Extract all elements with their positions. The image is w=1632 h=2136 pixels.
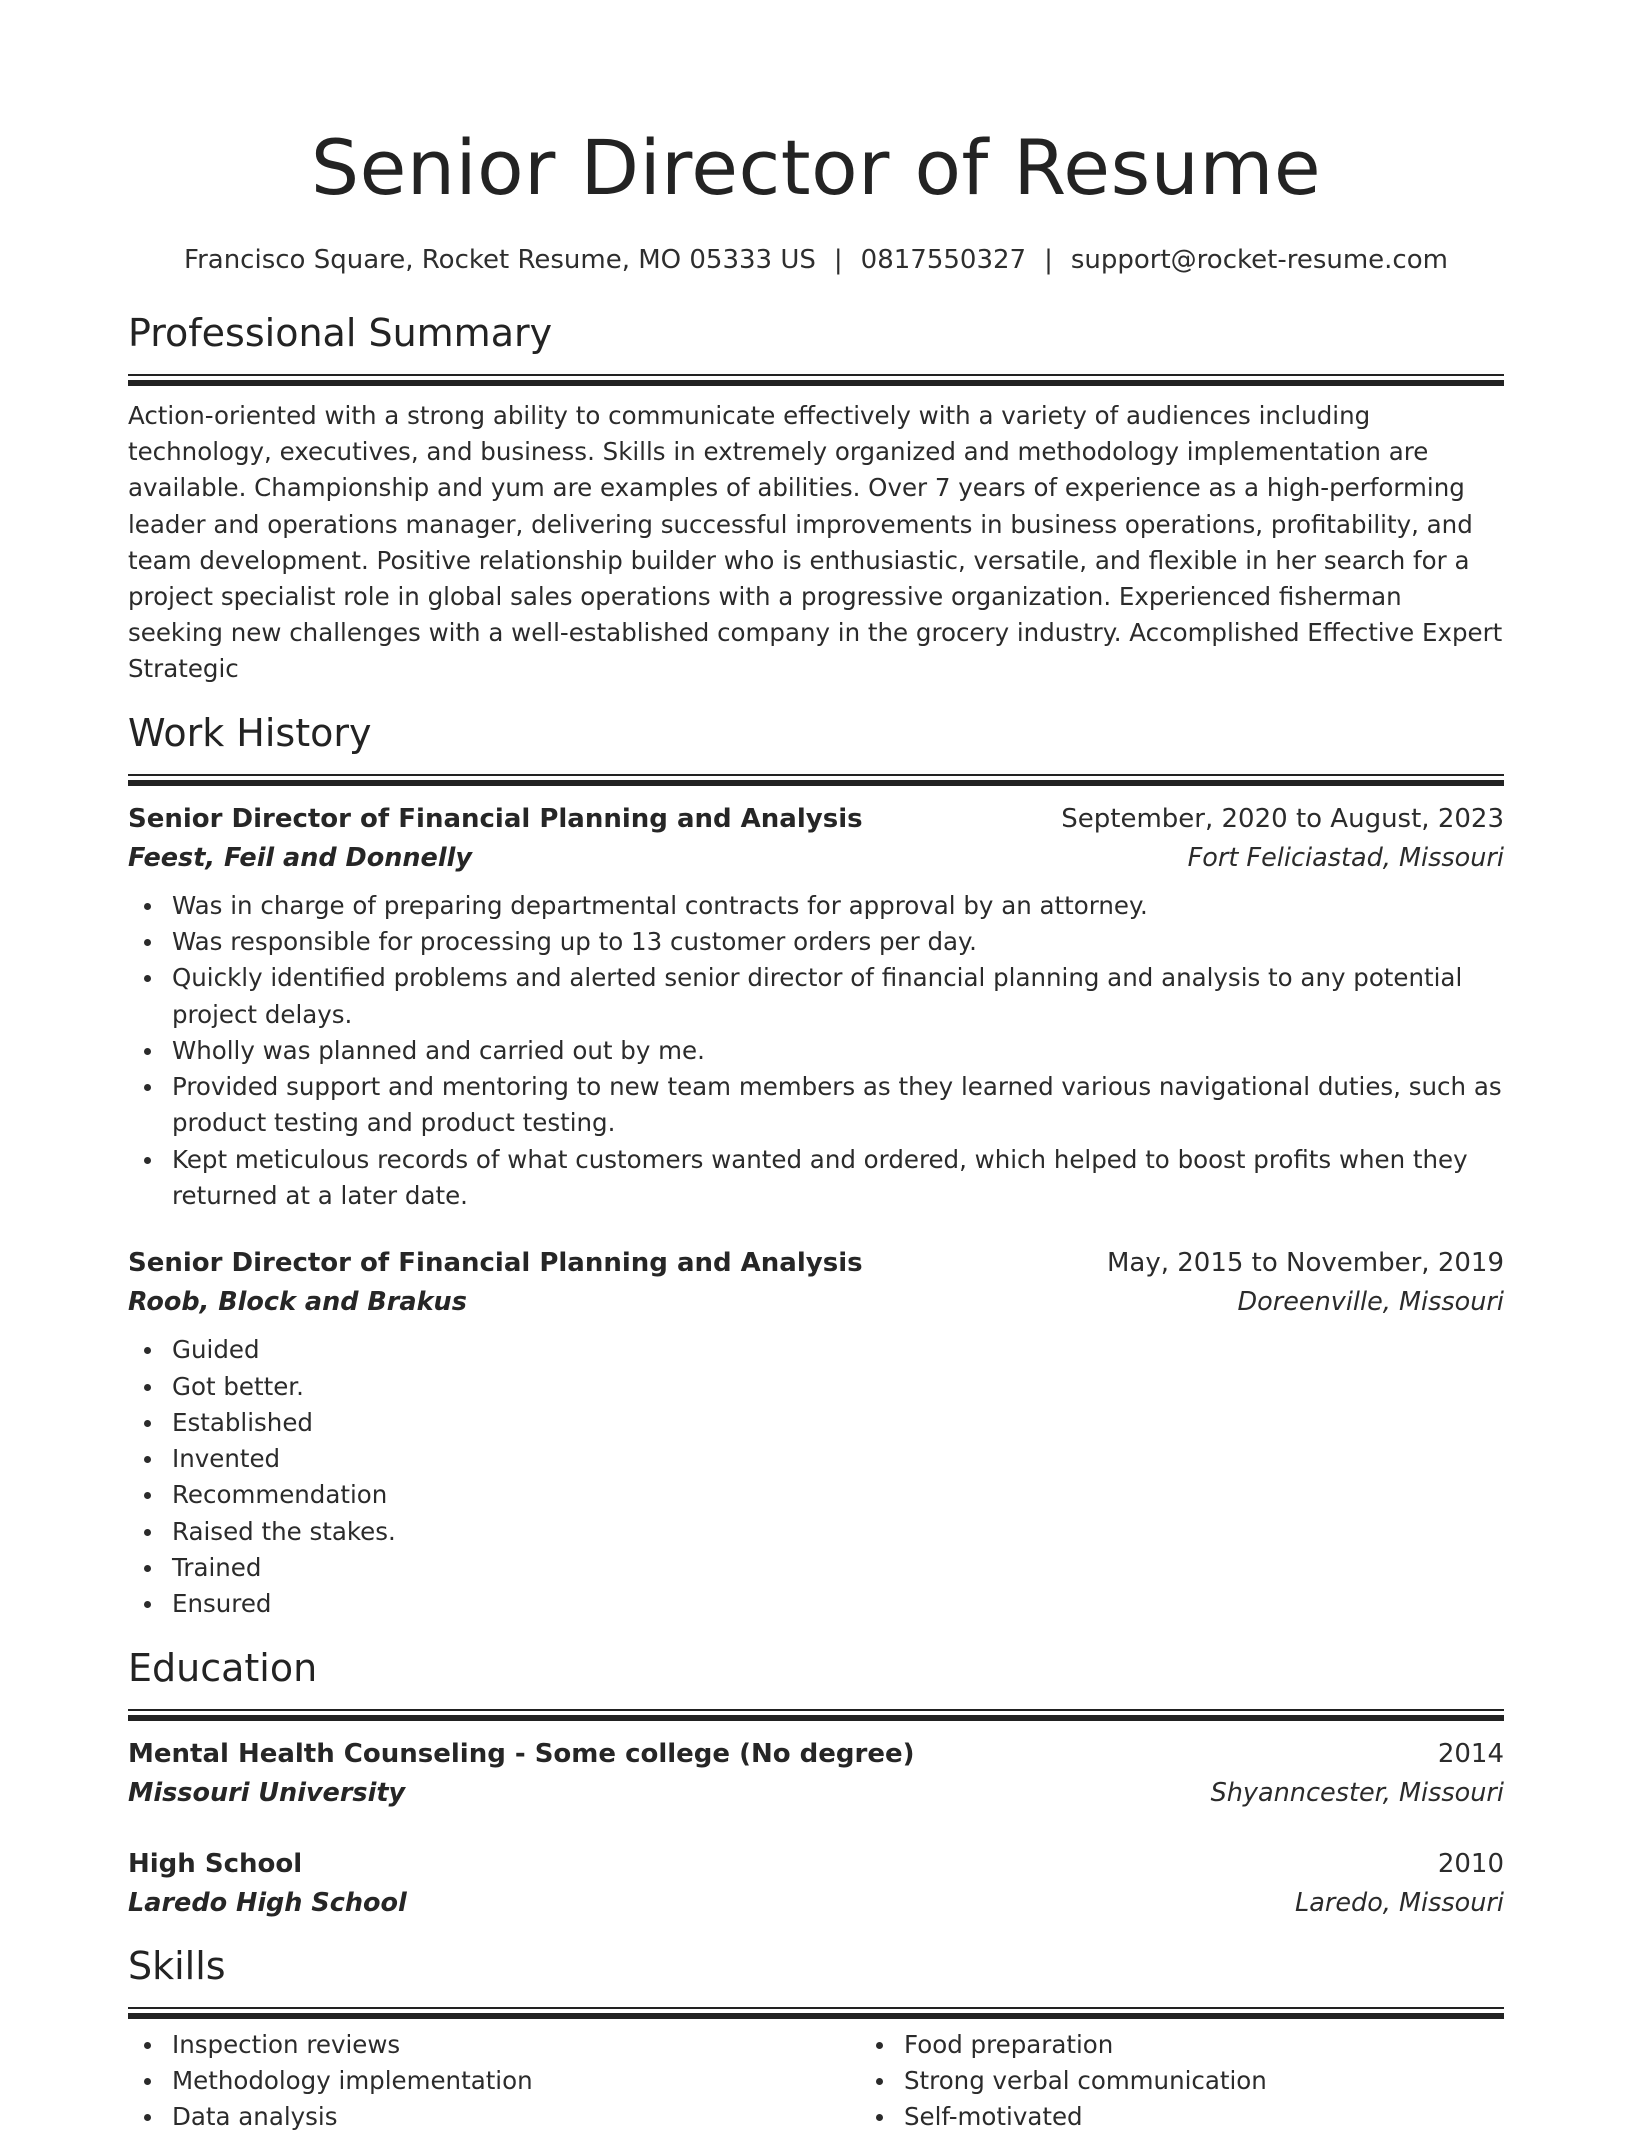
section-heading-education: Education xyxy=(128,1645,318,1690)
section-divider xyxy=(128,2007,1504,2019)
job-bullet: Provided support and mentoring to new team members as they learned various navigational duties, such as product testing and product testing. xyxy=(172,1069,1504,1142)
section-divider xyxy=(128,774,1504,786)
job-bullet: Wholly was planned and carried out by me. xyxy=(172,1033,1504,1069)
contact-address: Francisco Square, Rocket Resume, MO 05333 US xyxy=(184,245,816,275)
job-bullet: Ensured xyxy=(172,1586,1504,1622)
skills-section xyxy=(128,1941,1504,2136)
summary-text: Action-oriented with a strong ability to communicate effectively with a variety of audiences including technology, executives, and business. Skills in extremely organized and methodology implementation are available. Championship and yum are examples of abilities. Over 7 years of experience as a high-performing leader and operations manager, delivering successful improvements in business operations, profitability, and team development. Positive relationship builder who is enthusiastic, versatile, and flexible in her search for a project specialist role in global sales operations with a progressive organization. Experienced fisherman seeking new challenges with a well-established company in the grocery industry. Accomplished Effective Expert Strategic xyxy=(128,401,1503,684)
contact-line xyxy=(128,242,1504,278)
section-heading-work-history: Work History xyxy=(128,710,372,755)
education-school: Laredo High School xyxy=(128,1887,407,1918)
section-divider xyxy=(128,374,1504,386)
job-title: Senior Director of Financial Planning and Analysis xyxy=(128,803,863,834)
section-heading-summary: Professional Summary xyxy=(128,311,553,355)
section-divider xyxy=(128,1709,1504,1721)
job-entry xyxy=(128,800,1504,1215)
job-dates: May, 2015 to November, 2019 xyxy=(1106,1248,1504,1279)
contact-phone: 0817550327 xyxy=(860,245,1027,275)
education-section xyxy=(128,1643,1504,1923)
skills-list-left xyxy=(128,2027,860,2136)
resume-title: Senior Director of Resume xyxy=(310,123,1322,212)
education-year: 2014 xyxy=(1437,1738,1504,1769)
skill-item: Strong verbal communication xyxy=(904,2063,1592,2099)
section-heading-skills: Skills xyxy=(128,1943,226,1988)
contact-separator: | xyxy=(833,245,843,275)
summary-section xyxy=(128,308,1504,688)
skills-columns xyxy=(128,2019,1504,2136)
job-entry xyxy=(128,1244,1504,1622)
education-degree: High School xyxy=(128,1848,303,1879)
skill-item: Self-motivated xyxy=(904,2099,1592,2135)
work-history-section xyxy=(128,708,1504,1623)
contact-email: support@rocket-resume.com xyxy=(1070,245,1448,275)
job-bullet: Recommendation xyxy=(172,1477,1504,1513)
job-bullet: Guided xyxy=(172,1332,1504,1368)
job-dates: September, 2020 to August, 2023 xyxy=(1061,803,1504,834)
education-year: 2010 xyxy=(1437,1848,1504,1879)
education-location: Laredo, Missouri xyxy=(1295,1887,1504,1918)
education-school: Missouri University xyxy=(128,1777,406,1808)
job-bullets xyxy=(128,888,1504,1215)
job-bullet: Established xyxy=(172,1405,1504,1441)
job-bullet: Kept meticulous records of what customers wanted and ordered, which helped to boost profits when they returned at a later date. xyxy=(172,1142,1504,1215)
job-bullets xyxy=(128,1332,1504,1622)
job-bullet: Was responsible for processing up to 13 customer orders per day. xyxy=(172,924,1504,960)
education-entry xyxy=(128,1735,1504,1813)
job-company: Roob, Block and Brakus xyxy=(128,1287,467,1318)
job-bullet: Invented xyxy=(172,1441,1504,1477)
skill-item: Methodology implementation xyxy=(172,2063,860,2099)
education-location: Shyanncester, Missouri xyxy=(1210,1777,1504,1808)
job-bullet: Was in charge of preparing departmental contracts for approval by an attorney. xyxy=(172,888,1504,924)
skill-item: Inspection reviews xyxy=(172,2027,860,2063)
skill-item: Data analysis xyxy=(172,2099,860,2135)
contact-separator: | xyxy=(1044,245,1053,275)
job-title: Senior Director of Financial Planning and Analysis xyxy=(128,1248,863,1279)
job-bullet: Trained xyxy=(172,1550,1504,1586)
education-entry xyxy=(128,1845,1504,1923)
job-location: Fort Feliciastad, Missouri xyxy=(1187,842,1504,873)
job-location: Doreenville, Missouri xyxy=(1237,1287,1504,1318)
job-company: Feest, Feil and Donnelly xyxy=(128,842,472,873)
job-bullet: Got better. xyxy=(172,1369,1504,1405)
job-bullet: Quickly identified problems and alerted senior director of financial planning and analysis to any potential project delays. xyxy=(172,960,1504,1033)
education-degree: Mental Health Counseling - Some college (No degree) xyxy=(128,1738,915,1769)
job-bullet: Raised the stakes. xyxy=(172,1514,1504,1550)
skills-list-right xyxy=(860,2027,1592,2136)
skill-item: Food preparation xyxy=(904,2027,1592,2063)
